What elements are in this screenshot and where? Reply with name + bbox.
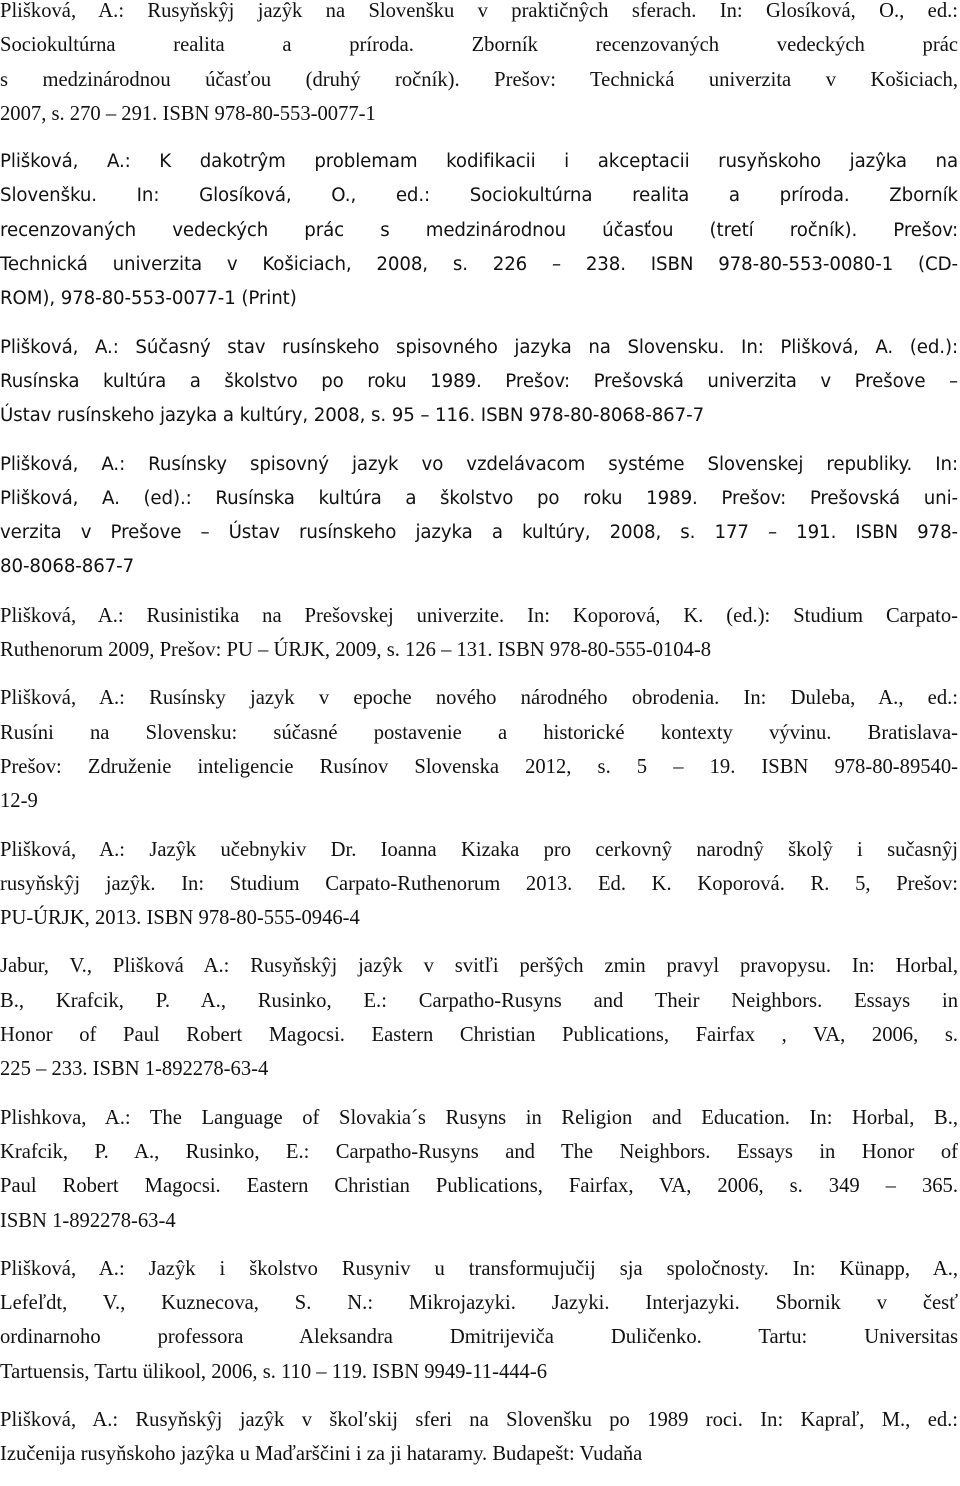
entry-line: recenzovaných vedeckých prác s medzinárodnou účasťou (tretí ročník). Prešov:: [0, 219, 958, 241]
bibliography-entry: [0, 949, 958, 1086]
entry-line: Rusínska kultúra a školstvo po roku 1989. Prešov: Prešovská univerzita v Prešove –: [0, 370, 958, 392]
entry-line: Slovenšku. In: Glosíková, O., ed.: Sociokultúrna realita a príroda. Zborník: [0, 185, 958, 207]
entry-line: Jabur, V., Plišková A.: Rusyňskŷj jazŷk v svitľi peršŷch zmin pravyl pravopysu. In: Horbal,: [0, 955, 958, 978]
bibliography-entry: [0, 1403, 958, 1472]
bibliography-entry: [0, 1101, 958, 1238]
entry-line: 225 – 233. ISBN 1-892278-63-4: [0, 1058, 269, 1081]
entry-line: s medzinárodnou účasťou (druhý ročník). Prešov: Technická univerzita v Košiciach,: [0, 68, 958, 91]
bibliography-entry: [0, 599, 958, 668]
entry-line: rusyňskŷj jazŷk. In: Studium Carpato-Ruthenorum 2013. Ed. K. Koporová. R. 5, Prešov:: [0, 872, 958, 895]
entry-line: Plišková, A.: Jazŷk učebnykiv Dr. Ioanna Kizaka pro cerkovnŷ narodnŷ školŷ i sučasnŷj: [0, 838, 958, 861]
entry-line: Plišková, A.: Súčasný stav rusínskeho spisovného jazyka na Slovensku. In: Plišková, A. (ed.):: [0, 336, 958, 358]
entry-line: Lefeľdt, V., Kuznecova, S. N.: Mikrojazyki. Jazyki. Interjazyki. Sbornik v česť: [0, 1292, 958, 1315]
entry-line: Tartuensis, Tartu ülikool, 2006, s. 110 – 119. ISBN 9949-11-444-6: [0, 1360, 548, 1383]
entry-line: 12-9: [0, 790, 38, 813]
entry-line: verzita v Prešove – Ústav rusínskeho jazyka a kultúry, 2008, s. 177 – 191. ISBN 978-: [0, 522, 958, 544]
entry-line: Plishkova, A.: The Language of Slovakia´s Rusyns in Religion and Education. In: Horbal, B.,: [0, 1106, 958, 1129]
entry-line: Plišková, A.: K dakotrŷm problemam kodifikacii i akceptacii rusyňskoho jazŷka na: [0, 151, 958, 173]
entry-line: Plišková, A.: Rusinistika na Prešovskej univerzite. In: Koporová, K. (ed.): Studium Carpato-: [0, 604, 958, 627]
bibliography-entry: [0, 833, 958, 936]
bibliography-entry: [0, 448, 958, 585]
entry-line: Plišková, A.: Rusínsky spisovný jazyk vo vzdelávacom systéme Slovenskej republiky. In:: [0, 453, 958, 475]
entry-line: Plišková, A.: Jazŷk i školstvo Rusyniv u transformujučij sja spoločnosty. In: Künapp, A.,: [0, 1257, 958, 1280]
bibliography-entry: [0, 0, 958, 131]
bibliography-entry: [0, 331, 958, 434]
entry-line: Ústav rusínskeho jazyka a kultúry, 2008, s. 95 – 116. ISBN 978-80-8068-867-7: [0, 405, 705, 427]
entry-line: ISBN 1-892278-63-4: [0, 1209, 176, 1232]
entry-line: ROM), 978-80-553-0077-1 (Print): [0, 288, 297, 310]
bibliography-entry: [0, 1252, 958, 1389]
entry-line: Paul Robert Magocsi. Eastern Christian Publications, Fairfax, VA, 2006, s. 349 – 365.: [0, 1175, 958, 1198]
entry-line: Plišková, A.: Rusyňskŷj jazŷk v školʹskij sferi na Slovenšku po 1989 roci. In: Kapraľ, M., ed.:: [0, 1408, 958, 1431]
entry-line: ordinarnoho professora Aleksandra Dmitrijeviča Duličenko. Tartu: Universitas: [0, 1326, 958, 1349]
entry-line: Krafcik, P. A., Rusinko, E.: Carpatho-Rusyns and The Neighbors. Essays in Honor of: [0, 1140, 958, 1163]
entry-line: Technická univerzita v Košiciach, 2008, s. 226 – 238. ISBN 978-80-553-0080-1 (CD-: [0, 254, 958, 276]
entry-line: PU-ÚRJK, 2013. ISBN 978-80-555-0946-4: [0, 907, 360, 930]
entry-line: Honor of Paul Robert Magocsi. Eastern Christian Publications, Fairfax , VA, 2006, s.: [0, 1024, 958, 1047]
entry-line: Sociokultúrna realita a príroda. Zborník recenzovaných vedeckých prác: [0, 34, 958, 57]
entry-line: Rusíni na Slovensku: súčasné postavenie a historické kontexty vývinu. Bratislava-: [0, 721, 958, 744]
entry-line: Plišková, A.: Rusínsky jazyk v epoche nového národného obrodenia. In: Duleba, A., ed.:: [0, 687, 958, 710]
entry-line: 80-8068-867-7: [0, 556, 135, 578]
entry-line: Izučenija rusyňskoho jazŷka u Maďarščini i za ji hataramy. Budapešt: Vudaňa: [0, 1443, 643, 1466]
entry-line: B., Krafcik, P. A., Rusinko, E.: Carpatho-Rusyns and Their Neighbors. Essays in: [0, 989, 958, 1012]
entry-line: Prešov: Združenie inteligencie Rusínov Slovenska 2012, s. 5 – 19. ISBN 978-80-89540-: [0, 755, 958, 778]
entry-line: 2007, s. 270 – 291. ISBN 978-80-553-0077-1: [0, 102, 376, 125]
entry-line: Ruthenorum 2009, Prešov: PU – ÚRJK, 2009, s. 126 – 131. ISBN 978-80-555-0104-8: [0, 639, 712, 662]
entry-line: Plišková, A.: Rusyňskŷj jazŷk na Slovenšku v praktičnŷch sferach. In: Glosíková, O., ed.:: [0, 0, 958, 22]
bibliography-entry: [0, 145, 958, 316]
bibliography-entry: [0, 681, 958, 818]
entry-line: Plišková, A. (ed).: Rusínska kultúra a školstvo po roku 1989. Prešov: Prešovská uni-: [0, 487, 958, 509]
